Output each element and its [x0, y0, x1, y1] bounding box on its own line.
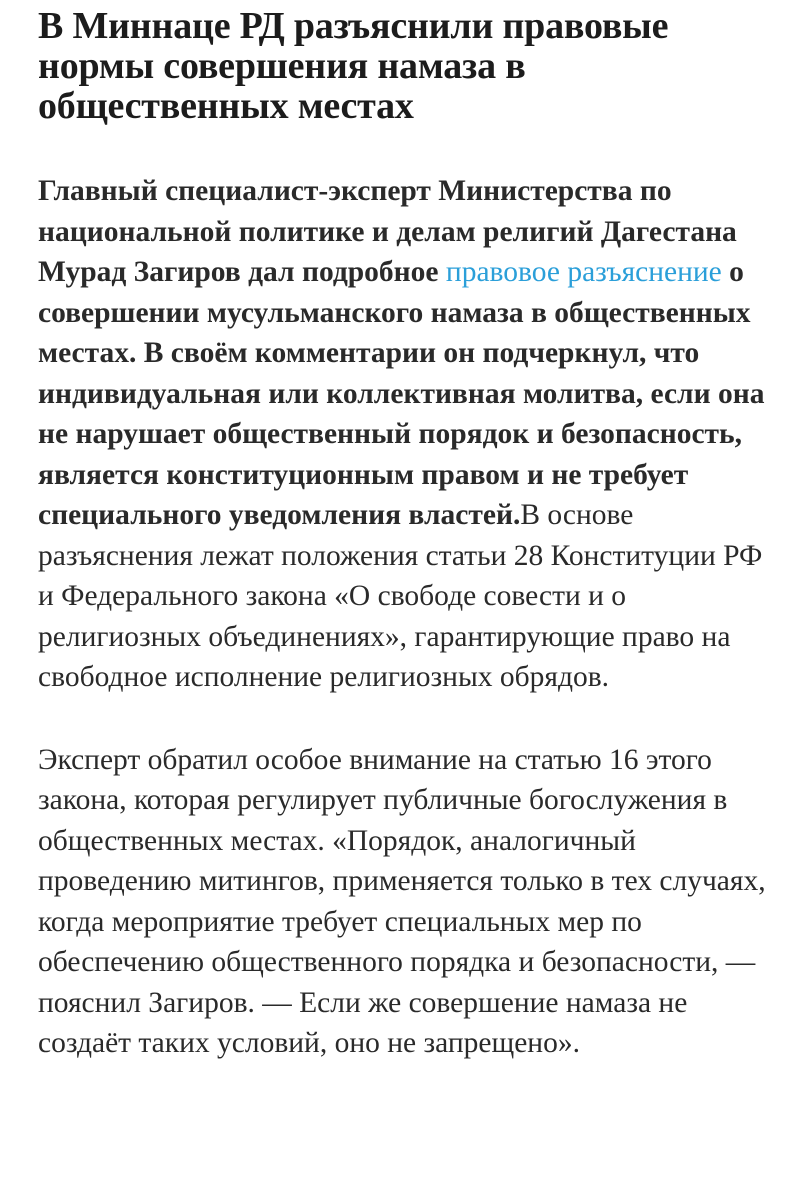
news-article [38, 0, 768, 1064]
legal-explanation-link[interactable]: правовое разъяснение [445, 256, 722, 288]
article-title: В Миннаце РД разъяснили правовые нормы совершения намаза в общественных местах [38, 5, 669, 127]
lead-bold-statement: о совершении мусульманского намаза в общественных местах. В своём комментарии он подчеркнул, что индивидуальная или коллективная молитва, если она не нарушает общественный порядок и безопасность, является конституционным правом и не требует специального уведомления властей. [38, 256, 765, 531]
lead-continuation: В основе разъяснения лежат положения статьи 28 Конституции РФ и Федерального закона «О свободе совести и о религиозных объединениях», гарантирующие право на свободное исполнение религиозных обрядов. [38, 499, 763, 693]
article-paragraph: Эксперт обратил особое внимание на статью 16 этого закона, которая регулирует публичные богослужения в общественных местах. «Порядок, аналогичный проведению митингов, применяется только в тех случаях, когда мероприятие требует специальных мер по обеспечению общественного порядка и безопасности, — пояснил Загиров. — Если же совершение намаза не создаёт таких условий, оно не запрещено». [38, 743, 766, 1059]
article-lead [38, 171, 768, 698]
lead-bold-intro: Главный специалист-эксперт Министерства по национальной политике и делам религий Дагестана Мурад Загиров дал подробное [38, 175, 737, 288]
